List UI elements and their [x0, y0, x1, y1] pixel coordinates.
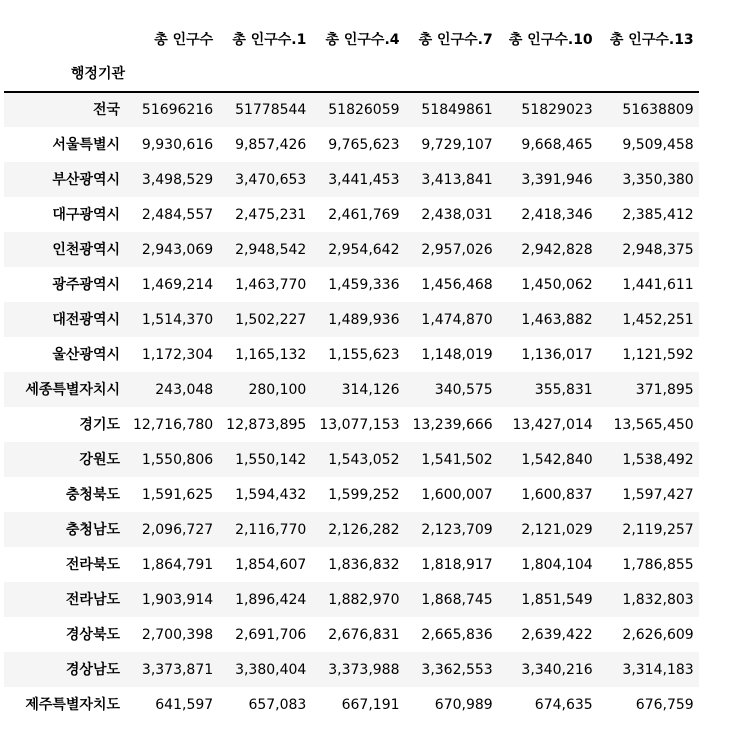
table-row: [4, 582, 699, 617]
table-cell: 1,542,840: [521, 451, 593, 468]
table-cell: 51778544: [235, 102, 307, 118]
table-cell: 2,954,642: [328, 241, 400, 258]
table-row: [4, 302, 699, 337]
table-cell: 1,594,432: [235, 486, 307, 503]
table-cell: 2,948,375: [622, 241, 694, 258]
table-cell: 314,126: [341, 381, 400, 398]
table-cell: 2,119,257: [622, 521, 694, 538]
table-row: [4, 547, 699, 582]
table-row: [4, 337, 699, 372]
table-cell: 355,831: [534, 381, 593, 398]
table-cell: 13,427,014: [512, 416, 593, 433]
table-cell: 3,391,946: [521, 171, 593, 188]
column-header: 총 인구수.7: [418, 31, 493, 48]
table-cell: 12,716,780: [133, 416, 214, 433]
empty-header-cell: [125, 57, 218, 92]
table-cell: 1,543,052: [328, 451, 400, 468]
table-cell: 1,441,611: [622, 276, 694, 293]
row-label: 부산광역시: [52, 171, 120, 188]
table-cell: 13,565,450: [613, 416, 694, 433]
table-cell: 1,538,492: [622, 451, 694, 468]
empty-header-cell: [405, 57, 498, 92]
table-cell: 1,804,104: [521, 556, 593, 573]
header-corner: [4, 22, 125, 57]
empty-header-cell: [311, 57, 404, 92]
table-cell: 1,903,914: [141, 591, 214, 608]
column-header: 총 인구수.13: [609, 31, 694, 48]
empty-header-cell: [498, 57, 598, 92]
row-label: 세종특별자치시: [25, 381, 120, 398]
row-label: 광주광역시: [52, 276, 120, 293]
table-cell: 1,450,062: [521, 276, 593, 293]
table-cell: 1,121,592: [622, 346, 694, 363]
table-cell: 1,599,252: [328, 486, 400, 503]
table-cell: 51849861: [421, 102, 493, 118]
table-row: [4, 127, 699, 162]
table-cell: 9,509,458: [622, 136, 694, 153]
table-cell: 676,759: [635, 696, 694, 713]
column-header: 총 인구수: [154, 31, 214, 48]
table-cell: 1,463,770: [235, 276, 307, 293]
table-cell: 2,948,542: [235, 241, 307, 258]
row-label: 충청북도: [65, 486, 120, 503]
table-cell: 1,172,304: [141, 346, 214, 363]
table-cell: 51696216: [141, 102, 214, 118]
table-row: [4, 407, 699, 442]
table-cell: 1,456,468: [421, 276, 493, 293]
table-cell: 2,626,609: [622, 626, 694, 643]
table-cell: 657,083: [248, 696, 307, 713]
table-cell: 2,438,031: [421, 206, 493, 223]
table-cell: 2,943,069: [141, 241, 214, 258]
table-cell: 3,350,380: [622, 171, 694, 188]
table-cell: 2,126,282: [328, 521, 400, 538]
table-cell: 2,957,026: [421, 241, 493, 258]
table-cell: 3,413,841: [421, 171, 493, 188]
row-label: 경상남도: [65, 661, 120, 678]
index-name-label: 행정기관: [70, 66, 125, 82]
row-label: 대전광역시: [52, 311, 120, 328]
table-cell: 1,600,837: [521, 486, 593, 503]
table-cell: 1,469,214: [141, 276, 214, 293]
table-cell: 2,700,398: [141, 626, 214, 643]
table-cell: 9,668,465: [521, 136, 593, 153]
table-cell: 2,665,836: [421, 626, 493, 643]
column-header: 총 인구수.4: [325, 31, 400, 48]
table-cell: 13,077,153: [319, 416, 400, 433]
table-header: [4, 22, 699, 92]
table-cell: 13,239,666: [412, 416, 493, 433]
table-cell: 243,048: [155, 381, 214, 398]
table-cell: 9,857,426: [235, 136, 307, 153]
table-cell: 667,191: [341, 696, 400, 713]
population-table: [4, 22, 699, 722]
table-cell: 1,851,549: [521, 591, 593, 608]
table-cell: 280,100: [248, 381, 307, 398]
table-cell: 2,475,231: [235, 206, 307, 223]
table-cell: 1,148,019: [421, 346, 493, 363]
table-cell: 1,550,806: [141, 451, 214, 468]
empty-header-cell: [598, 57, 699, 92]
column-header: 총 인구수.1: [232, 31, 307, 48]
table-cell: 2,639,422: [521, 626, 593, 643]
table-body: [4, 92, 699, 722]
row-label: 전국: [92, 102, 120, 118]
table-cell: 1,832,803: [622, 591, 694, 608]
table-cell: 51826059: [328, 102, 400, 118]
table-row: [4, 267, 699, 302]
table-cell: 641,597: [155, 696, 214, 713]
table-row: [4, 687, 699, 722]
table-cell: 9,765,623: [328, 136, 400, 153]
table-cell: 1,836,832: [328, 556, 400, 573]
table-cell: 2,385,412: [622, 206, 694, 223]
index-name-row: [4, 57, 699, 92]
row-label: 강원도: [79, 451, 120, 468]
table-row: [4, 512, 699, 547]
table-row: [4, 232, 699, 267]
table-cell: 3,470,653: [235, 171, 307, 188]
table-cell: 1,541,502: [421, 451, 493, 468]
table-cell: 2,461,769: [328, 206, 400, 223]
row-label: 전라남도: [65, 591, 120, 608]
table-cell: 1,452,251: [622, 311, 694, 328]
table-cell: 2,942,828: [521, 241, 593, 258]
row-label: 서울특별시: [52, 136, 120, 153]
table-cell: 670,989: [434, 696, 493, 713]
table-row: [4, 617, 699, 652]
table-cell: 9,729,107: [421, 136, 493, 153]
table-row: [4, 197, 699, 232]
table-cell: 3,314,183: [622, 661, 694, 678]
table-cell: 1,463,882: [521, 311, 593, 328]
table-cell: 3,441,453: [328, 171, 400, 188]
table-cell: 1,868,745: [421, 591, 493, 608]
table-cell: 2,116,770: [235, 521, 307, 538]
table-cell: 1,459,336: [328, 276, 400, 293]
row-label: 충청남도: [65, 521, 120, 538]
column-header: 총 인구수.10: [508, 31, 593, 48]
table-row: [4, 477, 699, 512]
row-label: 경기도: [79, 416, 120, 433]
row-label: 대구광역시: [52, 206, 120, 223]
table-cell: 1,600,007: [421, 486, 493, 503]
table-cell: 1,165,132: [235, 346, 307, 363]
table-cell: 3,380,404: [235, 661, 307, 678]
table-cell: 3,373,871: [141, 661, 214, 678]
table-cell: 1,514,370: [141, 311, 214, 328]
table-cell: 674,635: [534, 696, 593, 713]
row-label: 울산광역시: [52, 346, 120, 363]
table-cell: 340,575: [434, 381, 493, 398]
table-cell: 1,136,017: [521, 346, 593, 363]
table-cell: 1,591,625: [141, 486, 214, 503]
row-label: 전라북도: [65, 556, 120, 573]
table-cell: 3,373,988: [328, 661, 400, 678]
table-cell: 1,896,424: [235, 591, 307, 608]
row-label: 경상북도: [65, 626, 120, 643]
table-cell: 1,155,623: [328, 346, 400, 363]
table-cell: 1,550,142: [235, 451, 307, 468]
table-row: [4, 372, 699, 407]
table-cell: 2,096,727: [141, 521, 214, 538]
table-cell: 2,418,346: [521, 206, 593, 223]
table-cell: 2,121,029: [521, 521, 593, 538]
table-cell: 12,873,895: [226, 416, 307, 433]
row-label: 인천광역시: [52, 241, 120, 258]
table-cell: 1,882,970: [328, 591, 400, 608]
table-cell: 1,474,870: [421, 311, 493, 328]
table-row: [4, 162, 699, 197]
table-row: [4, 92, 699, 127]
table-cell: 9,930,616: [141, 136, 214, 153]
table-cell: 2,691,706: [235, 626, 307, 643]
table-row: [4, 652, 699, 687]
table-cell: 3,340,216: [521, 661, 593, 678]
empty-header-cell: [218, 57, 311, 92]
table-cell: 1,786,855: [622, 556, 694, 573]
table-cell: 51829023: [521, 102, 593, 118]
table-row: [4, 442, 699, 477]
column-header-row: [4, 22, 699, 57]
table-cell: 3,498,529: [141, 171, 214, 188]
table-cell: 1,489,936: [328, 311, 400, 328]
table-cell: 2,484,557: [141, 206, 214, 223]
table-cell: 2,676,831: [328, 626, 400, 643]
table-cell: 1,502,227: [235, 311, 307, 328]
table-cell: 3,362,553: [421, 661, 493, 678]
table-cell: 51638809: [622, 102, 694, 118]
row-label: 제주특별자치도: [25, 696, 120, 713]
table-cell: 2,123,709: [421, 521, 493, 538]
table-cell: 371,895: [635, 381, 694, 398]
table-cell: 1,597,427: [622, 486, 694, 503]
table-cell: 1,864,791: [141, 556, 214, 573]
table-cell: 1,854,607: [235, 556, 307, 573]
table-cell: 1,818,917: [421, 556, 493, 573]
